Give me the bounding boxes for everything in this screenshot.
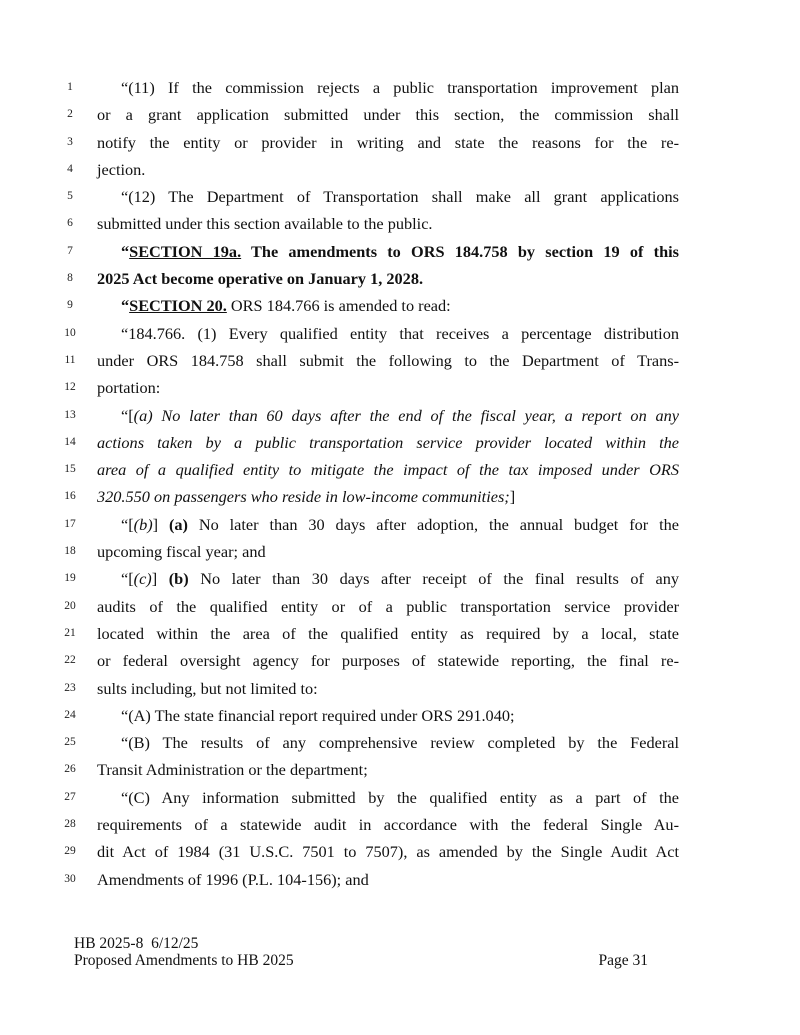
line-text bbox=[97, 210, 679, 237]
text-run: SECTION 20. bbox=[129, 296, 227, 316]
text-run: or federal oversight agency for purposes of statewide reporting, the final re- bbox=[97, 651, 679, 671]
line-number: 8 bbox=[67, 272, 73, 285]
text-line bbox=[0, 129, 800, 156]
text-line bbox=[0, 784, 800, 811]
line-text bbox=[97, 101, 679, 128]
text-line bbox=[0, 675, 800, 702]
line-text bbox=[97, 129, 679, 156]
text-run: (b) bbox=[168, 569, 189, 589]
line-number: 3 bbox=[67, 135, 73, 148]
line-number: 20 bbox=[64, 599, 76, 612]
line-text bbox=[121, 729, 679, 756]
line-number: 29 bbox=[64, 845, 76, 858]
text-line bbox=[0, 483, 800, 510]
text-run: “(B) The results of any comprehensive review completed by the Federal bbox=[121, 733, 679, 753]
line-number: 19 bbox=[64, 572, 76, 585]
text-line bbox=[0, 210, 800, 237]
line-number: 14 bbox=[64, 435, 76, 448]
line-number: 9 bbox=[67, 299, 73, 312]
text-line bbox=[0, 838, 800, 865]
line-text bbox=[97, 647, 679, 674]
line-text bbox=[121, 183, 679, 210]
page-footer bbox=[74, 935, 654, 969]
text-run: The amendments to ORS 184.758 by section 19 of this bbox=[241, 241, 679, 261]
text-line bbox=[0, 538, 800, 565]
line-text bbox=[97, 838, 679, 865]
line-number: 23 bbox=[64, 681, 76, 694]
line-number: 26 bbox=[64, 763, 76, 776]
footer-title-row bbox=[74, 952, 654, 969]
text-line bbox=[0, 292, 800, 319]
text-run: audits of the qualified entity or of a public transportation service provider bbox=[97, 596, 679, 616]
text-line bbox=[0, 565, 800, 592]
line-number: 1 bbox=[67, 81, 73, 93]
text-run: (a) No later than 60 days after the end of the fiscal year, a report on any bbox=[133, 405, 679, 425]
text-run: No later than 30 days after receipt of the final results of any bbox=[188, 569, 679, 589]
amendment-text-body bbox=[0, 74, 800, 893]
text-run: portation: bbox=[97, 378, 161, 398]
line-text bbox=[97, 429, 679, 456]
text-run: (a) bbox=[168, 514, 188, 534]
text-run: “(C) Any information submitted by the qualified entity as a part of the bbox=[121, 787, 679, 807]
line-number: 7 bbox=[67, 244, 73, 257]
line-number: 11 bbox=[64, 353, 76, 366]
text-run: 2025 Act become operative on January 1, 2028. bbox=[97, 269, 424, 289]
line-text bbox=[97, 483, 679, 510]
text-run: “[ bbox=[121, 405, 134, 425]
line-text bbox=[121, 292, 679, 319]
line-text bbox=[97, 620, 679, 647]
line-number: 24 bbox=[64, 708, 76, 721]
line-number: 2 bbox=[67, 108, 73, 121]
line-number: 27 bbox=[64, 790, 76, 803]
line-text bbox=[97, 756, 679, 783]
line-text bbox=[121, 784, 679, 811]
page-number: Page 31 bbox=[598, 952, 648, 969]
text-run: SECTION 19a. bbox=[129, 241, 242, 261]
text-run: 320.550 on passengers who reside in low-income communities; bbox=[97, 487, 510, 507]
text-run: area of a qualified entity to mitigate the impact of the tax imposed under ORS bbox=[97, 460, 679, 480]
line-number: 5 bbox=[67, 190, 73, 203]
text-run: submitted under this section available to the public. bbox=[97, 214, 433, 234]
text-line bbox=[0, 702, 800, 729]
text-run: located within the area of the qualified entity as required by a local, state bbox=[97, 623, 679, 643]
footer-bill-id: HB 2025-8 6/12/25 bbox=[74, 935, 199, 952]
text-run: ] bbox=[509, 487, 516, 507]
line-text bbox=[121, 402, 679, 429]
text-line bbox=[0, 183, 800, 210]
text-run: “[ bbox=[121, 514, 134, 534]
text-line bbox=[0, 620, 800, 647]
text-line bbox=[0, 74, 800, 101]
line-text bbox=[97, 265, 679, 292]
text-run: sults including, but not limited to: bbox=[97, 678, 318, 698]
text-run: requirements of a statewide audit in accordance with the federal Single Au- bbox=[97, 815, 679, 835]
line-text bbox=[97, 593, 679, 620]
text-line bbox=[0, 429, 800, 456]
text-run: ORS 184.766 is amended to read: bbox=[226, 296, 451, 316]
line-number: 15 bbox=[64, 463, 76, 476]
line-number: 30 bbox=[64, 872, 76, 885]
text-run: “[ bbox=[121, 569, 134, 589]
text-line bbox=[0, 347, 800, 374]
line-text bbox=[97, 538, 679, 565]
footer-bill-line bbox=[74, 935, 654, 952]
line-number: 22 bbox=[64, 654, 76, 667]
text-run: Transit Administration or the department; bbox=[97, 760, 368, 780]
text-run: under ORS 184.758 shall submit the following to the Department of Trans- bbox=[97, 350, 679, 370]
text-line bbox=[0, 647, 800, 674]
text-run: jection. bbox=[97, 159, 146, 179]
line-text bbox=[121, 511, 679, 538]
text-line bbox=[0, 320, 800, 347]
line-number: 6 bbox=[67, 217, 73, 230]
text-run: “ bbox=[121, 241, 130, 261]
line-text bbox=[97, 811, 679, 838]
text-run: “(A) The state financial report required under ORS 291.040; bbox=[121, 705, 515, 725]
line-number: 18 bbox=[64, 545, 76, 558]
line-number: 17 bbox=[64, 517, 76, 530]
line-number: 25 bbox=[64, 736, 76, 749]
text-run: (c) bbox=[133, 569, 152, 589]
line-text bbox=[121, 74, 679, 101]
line-text bbox=[97, 374, 679, 401]
line-text bbox=[121, 320, 679, 347]
line-number: 16 bbox=[64, 490, 76, 503]
text-line bbox=[0, 374, 800, 401]
text-line bbox=[0, 265, 800, 292]
text-line bbox=[0, 238, 800, 265]
text-line bbox=[0, 402, 800, 429]
text-line bbox=[0, 101, 800, 128]
text-run: No later than 30 days after adoption, the annual budget for the bbox=[187, 514, 679, 534]
line-text bbox=[97, 675, 679, 702]
text-run: dit Act of 1984 (31 U.S.C. 7501 to 7507), as amended by the Single Audit Act bbox=[97, 842, 679, 862]
line-number: 28 bbox=[64, 818, 76, 831]
text-line bbox=[0, 866, 800, 893]
line-text bbox=[97, 456, 679, 483]
text-run: Amendments of 1996 (P.L. 104-156); and bbox=[97, 869, 369, 889]
line-text bbox=[97, 347, 679, 374]
line-number: 12 bbox=[64, 381, 76, 394]
line-number: 4 bbox=[67, 162, 73, 175]
text-run: “(12) The Department of Transportation shall make all grant applications bbox=[121, 187, 679, 207]
text-run: notify the entity or provider in writing and state the reasons for the re- bbox=[97, 132, 679, 152]
line-text bbox=[97, 156, 679, 183]
text-run: ] bbox=[152, 514, 169, 534]
text-line bbox=[0, 811, 800, 838]
line-text bbox=[121, 702, 679, 729]
text-line bbox=[0, 511, 800, 538]
line-number: 10 bbox=[64, 326, 76, 339]
text-run: (b) bbox=[133, 514, 153, 534]
line-number: 13 bbox=[64, 408, 76, 421]
line-text bbox=[121, 565, 679, 592]
text-run: “184.766. (1) Every qualified entity that receives a percentage distribution bbox=[121, 323, 679, 343]
text-run: “(11) If the commission rejects a public transportation improvement plan bbox=[121, 78, 679, 97]
text-run: ] bbox=[151, 569, 169, 589]
text-run: upcoming fiscal year; and bbox=[97, 542, 266, 562]
text-line bbox=[0, 456, 800, 483]
line-text bbox=[121, 238, 679, 265]
text-line bbox=[0, 729, 800, 756]
text-line bbox=[0, 756, 800, 783]
text-run: actions taken by a public transportation service provider located within the bbox=[97, 432, 679, 452]
text-run: or a grant application submitted under this section, the commission shall bbox=[97, 105, 679, 125]
text-line bbox=[0, 593, 800, 620]
text-run: “ bbox=[121, 296, 130, 316]
line-number: 21 bbox=[64, 626, 76, 639]
footer-title: Proposed Amendments to HB 2025 bbox=[74, 952, 294, 969]
line-text bbox=[97, 866, 679, 893]
text-line bbox=[0, 156, 800, 183]
